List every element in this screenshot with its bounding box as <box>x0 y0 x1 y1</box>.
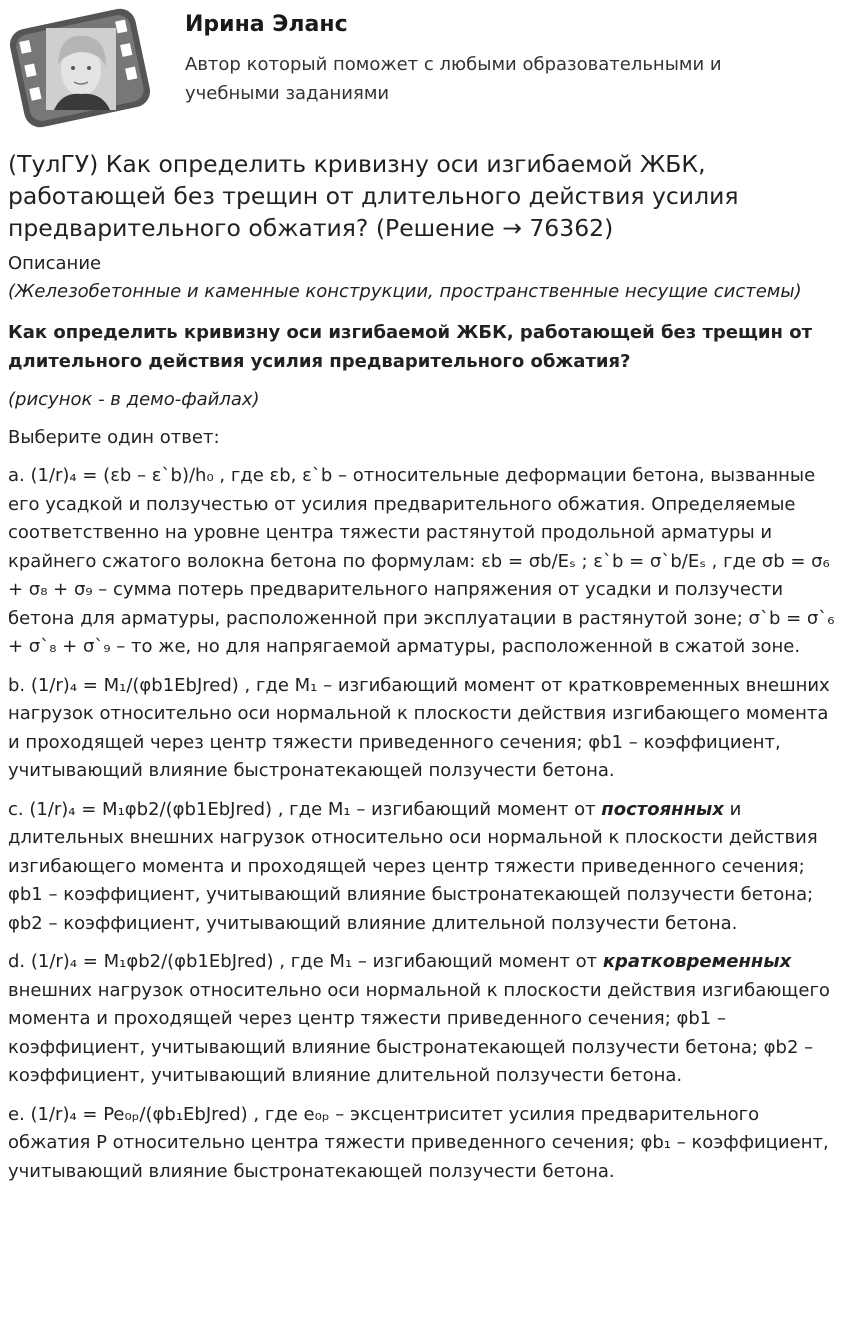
option-d-text-rest: внешних нагрузок относительно оси нормальной к плоскости действия изгибающего момента и проходящей через центр тяжести приведенного сечения; φb1 – коэффициент, учитывающий влияние быстронатекающей ползучести бетона; φb2 – коэффициент, учитывающий влияние длительной ползучести бетона. <box>8 979 830 1086</box>
author-avatar <box>8 8 152 128</box>
option-e: e. (1/r)₄ = Pe₀ₚ/(φb₁EbJred) , где e₀ₚ – эксцентриситет усилия предварительного обжатия P относительно центра тяжести приведенного сечения; φb₁ – коэффициент, учитывающий влияние быстронатекающей ползучести бетона. <box>8 1103 829 1182</box>
option-b: b. (1/r)₄ = M₁/(φb1EbJred) , где M₁ – изгибающий момент от кратковременных внешних нагрузок относительно оси нормальной к плоскости действия изгибающего момента и проходящей через центр тяжести приведенного сечения; φb1 – коэффициент, учитывающий влияние быстронатекающей ползучести бетона. <box>8 674 830 781</box>
option-d-emphasis: кратковременных <box>602 951 792 972</box>
option-c-text: c. (1/r)₄ = M₁φb2/(φb1EbJred) , где M₁ – изгибающий момент от <box>8 798 602 820</box>
author-name: Ирина Эланс <box>185 12 348 37</box>
option-c <box>8 796 840 939</box>
option-a: a. (1/r)₄ = (εb – ε`b)/h₀ , где εb, ε`b – относительные деформации бетона, вызванные его усадкой и ползучестью от усилия предварительного обжатия. Определяемые соответственно на уровне центра тяжести растянутой продольной арматуры и крайнего сжатого волокна бетона по формулам: εb = σb/Eₛ ; ε`b = σ`b/Eₛ , где σb = σ₆ + σ₈ + σ₉ – сумма потерь предварительного напряжения от усадки и ползучести бетона для арматуры, расположенной при эксплуатации в растянутой зоне; σ`b = σ`₆ + σ`₈ + σ`₉ – то же, но для напрягаемой арматуры, расположенной в сжатой зоне. <box>8 465 835 657</box>
category-text: (Железобетонные и каменные конструкции, пространственные несущие системы) <box>8 281 802 302</box>
option-c-emphasis: постоянных <box>601 798 724 820</box>
author-header <box>0 0 847 138</box>
answer-prompt: Выберите один ответ: <box>8 427 220 448</box>
author-description: Автор который поможет с любыми образовательными и учебными заданиями <box>185 54 722 104</box>
option-d <box>8 948 840 1091</box>
figure-note: (рисунок - в демо-файлах) <box>8 389 260 410</box>
description-label: Описание <box>8 253 102 274</box>
article <box>8 148 840 1186</box>
page-title: (ТулГУ) Как определить кривизну оси изгибаемой ЖБК, работающей без трещин от длительного действия усилия предварительного обжатия? (Решение → 76362) <box>8 150 739 242</box>
option-c-text-rest: и длительных внешних нагрузок относительно оси нормальной к плоскости действия изгибающего момента и проходящей через центр тяжести приведенного сечения; φb1 – коэффициент, учитывающий влияние быстронатекающей ползучести бетона; φb2 – коэффициент, учитывающий влияние длительной ползучести бетона. <box>8 798 818 934</box>
question-text: Как определить кривизну оси изгибаемой ЖБК, работающей без трещин от длительного действия усилия предварительного обжатия? <box>8 322 812 372</box>
option-d-text: d. (1/r)₄ = M₁φb2/(φb1EbJred) , где M₁ – изгибающий момент от <box>8 951 603 972</box>
